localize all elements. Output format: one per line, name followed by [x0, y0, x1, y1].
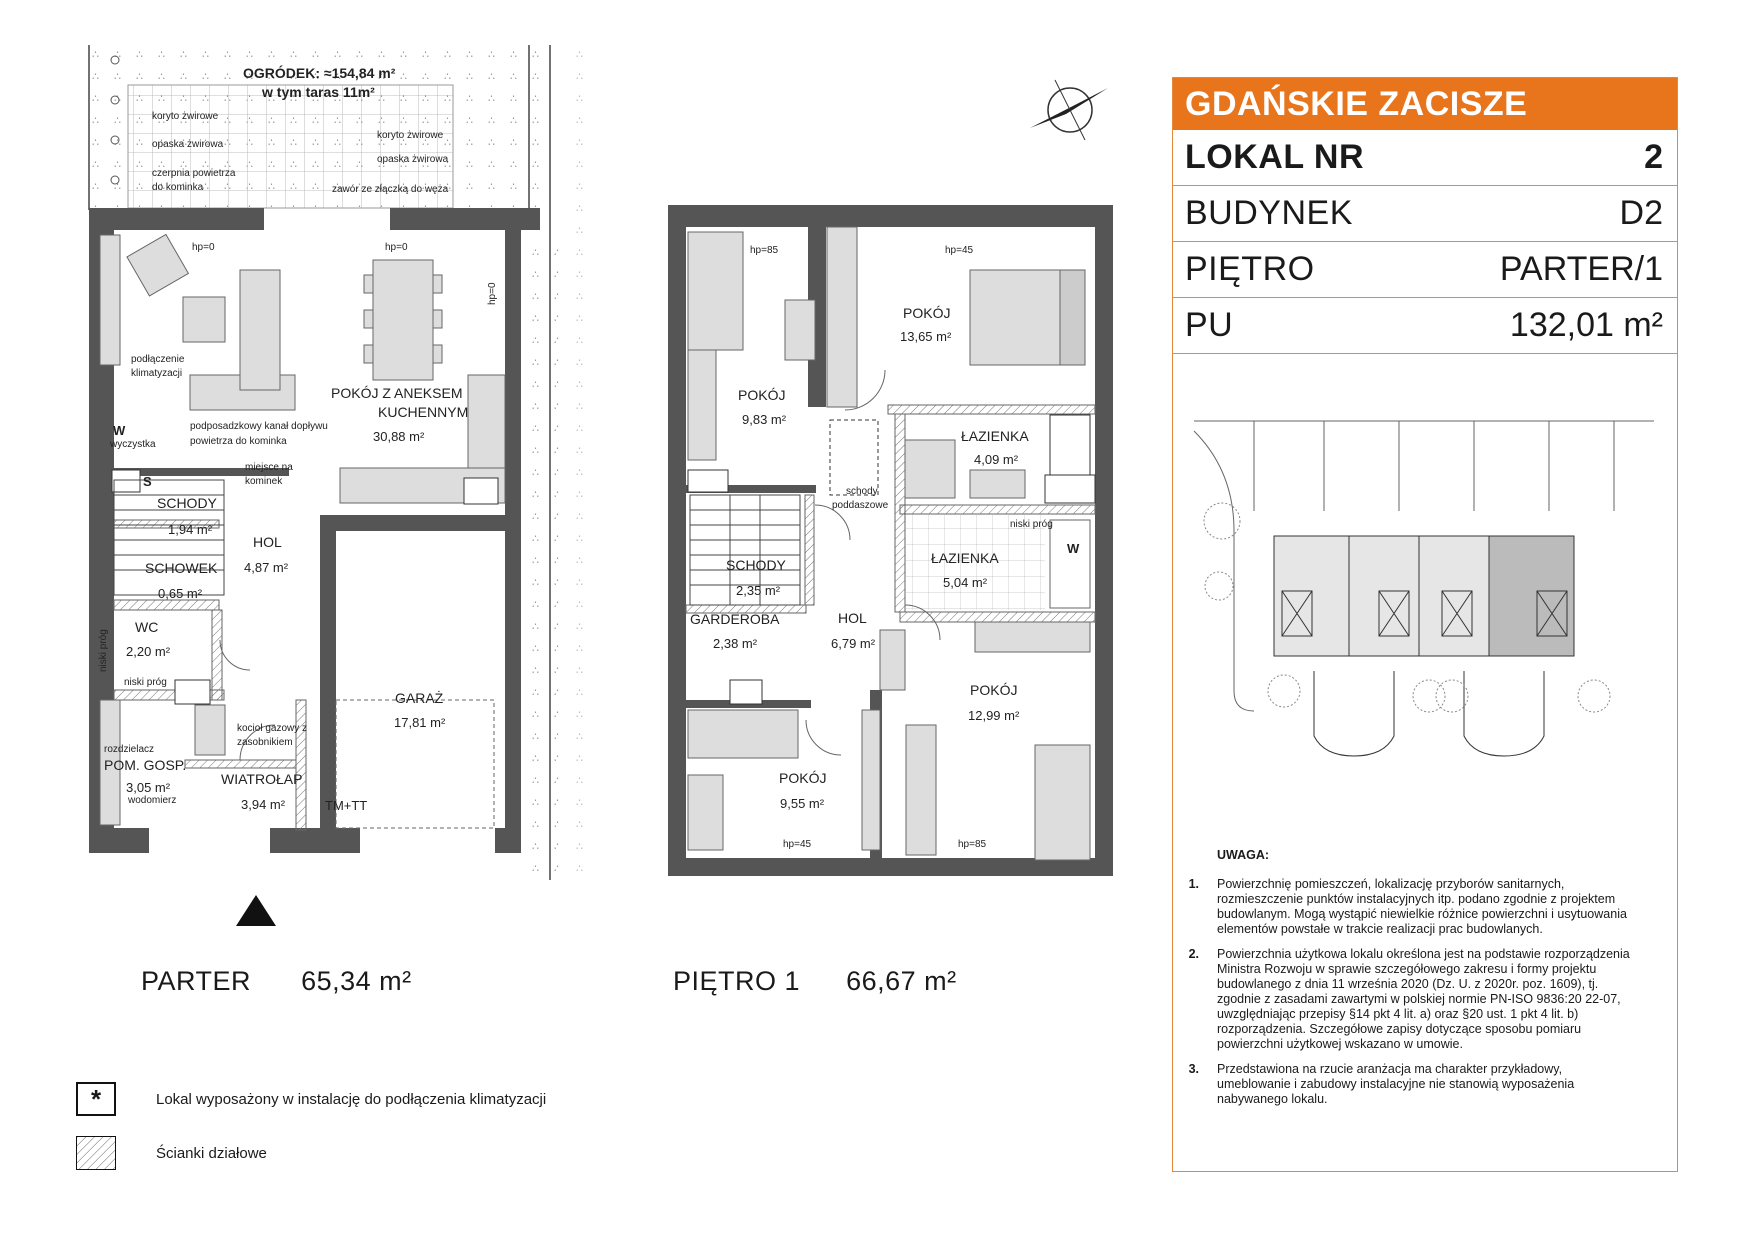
svg-text:powietrza do kominka: powietrza do kominka — [190, 436, 287, 447]
row-budynek — [1173, 186, 1677, 242]
svg-text:9,55 m²: 9,55 m² — [780, 796, 825, 811]
first-floor-caption — [673, 966, 957, 997]
svg-text:wyczystka: wyczystka — [110, 439, 156, 450]
svg-text:2,35 m²: 2,35 m² — [736, 583, 781, 598]
row-key: LOKAL NR — [1185, 138, 1365, 176]
info-card — [1172, 77, 1678, 1172]
svg-text:POKÓJ: POKÓJ — [903, 305, 951, 321]
first-floor-name: PIĘTRO 1 — [673, 966, 801, 996]
svg-text:zawór ze złączką do węża: zawór ze złączką do węża — [332, 184, 449, 195]
svg-text:do kominka: do kominka — [152, 182, 204, 193]
legend-item-partitions — [76, 1136, 267, 1170]
svg-text:9,83 m²: 9,83 m² — [742, 412, 787, 427]
svg-text:2,20 m²: 2,20 m² — [126, 644, 171, 659]
svg-text:SCHODY: SCHODY — [726, 557, 786, 573]
asterisk-icon: * — [76, 1082, 116, 1116]
row-pietro — [1173, 242, 1677, 298]
first-floor-area: 66,67 m² — [846, 966, 957, 996]
svg-text:3,94 m²: 3,94 m² — [241, 797, 286, 812]
row-lokal — [1173, 130, 1677, 186]
svg-text:wodomierz: wodomierz — [128, 795, 177, 806]
row-value: D2 — [1619, 194, 1663, 232]
svg-text:czerpnia powietrza: czerpnia powietrza — [152, 168, 236, 179]
svg-text:hp=85: hp=85 — [958, 839, 987, 850]
svg-text:POM. GOSP.: POM. GOSP. — [104, 757, 187, 773]
svg-text:kominek: kominek — [245, 476, 283, 487]
svg-text:hp=0: hp=0 — [385, 242, 408, 253]
svg-text:POKÓJ: POKÓJ — [779, 770, 827, 786]
svg-text:hp=85: hp=85 — [750, 245, 779, 256]
svg-text:hp=45: hp=45 — [945, 245, 974, 256]
ground-floor-area: 65,34 m² — [301, 966, 412, 996]
svg-text:zasobnikiem: zasobnikiem — [237, 737, 293, 748]
svg-text:4,87 m²: 4,87 m² — [244, 560, 289, 575]
svg-text:schody: schody — [846, 486, 878, 497]
svg-text:miejsce na: miejsce na — [245, 462, 293, 473]
svg-text:kocioł gazowy z: kocioł gazowy z — [237, 723, 308, 734]
svg-text:12,99 m²: 12,99 m² — [968, 708, 1020, 723]
note-item: 2. Powierzchnia użytkowa lokalu określona jest na podstawie rozporządzenia Ministra Rozwoju w sprawie szczegółowego zakresu i formy projektu budowlanego z dnia 11 września 2020 (Dz. U. z 2020r. poz. 1609), tj. zgodnie z zasadami zawartymi w polskiej normie PN-ISO 9836:20 22-07, uwzględniając przepisy §14 pkt 4 lit. a) oraz §20 ust. 1 pkt 4 lit. b) rozporządzenia. Szczegółowe zapisy dotyczące sposobu pomiaru powierzchni użytkowej wskazano w umowie. — [1188, 947, 1630, 1051]
first-floor-plan — [668, 80, 1113, 876]
row-value: 2 — [1644, 138, 1663, 176]
room-name: KUCHENNYM — [378, 404, 469, 420]
svg-text:opaska żwirowa: opaska żwirowa — [152, 139, 224, 150]
svg-text:17,81 m²: 17,81 m² — [394, 715, 446, 730]
svg-text:HOL: HOL — [253, 534, 282, 550]
svg-text:GARDEROBA: GARDEROBA — [690, 611, 780, 627]
row-value: PARTER/1 — [1499, 250, 1663, 288]
legend-label: Ścianki działowe — [156, 1144, 267, 1162]
svg-text:ŁAZIENKA: ŁAZIENKA — [961, 428, 1029, 444]
svg-text:hp=45: hp=45 — [783, 839, 812, 850]
svg-text:W: W — [113, 423, 126, 438]
svg-text:niski próg: niski próg — [1010, 519, 1053, 530]
svg-text:opaska żwirowa: opaska żwirowa — [377, 154, 449, 165]
svg-text:2,38 m²: 2,38 m² — [713, 636, 758, 651]
ground-floor-name: PARTER — [141, 966, 252, 996]
svg-text:GARAŻ: GARAŻ — [395, 690, 444, 706]
entrance-arrow — [236, 895, 276, 926]
legend-item-klima — [76, 1082, 546, 1116]
hatch-icon — [76, 1136, 116, 1170]
svg-text:podposadzkowy kanał dopływu: podposadzkowy kanał dopływu — [190, 421, 328, 432]
row-key: PU — [1185, 306, 1234, 344]
room-name: POKÓJ Z ANEKSEM — [331, 385, 463, 401]
svg-text:13,65 m²: 13,65 m² — [900, 329, 952, 344]
svg-text:0,65 m²: 0,65 m² — [158, 586, 203, 601]
note-item: 3. Przedstawiona na rzucie aranżacja ma charakter przykładowy, umeblowanie i zabudowy instalacyjne nie stanowią wyposażenia nabywanego lokalu. — [1188, 1062, 1575, 1106]
svg-text:1,94 m²: 1,94 m² — [168, 522, 213, 537]
svg-text:klimatyzacji: klimatyzacji — [131, 368, 183, 379]
brand-title: GDAŃSKIE ZACISZE — [1173, 78, 1677, 130]
garden-sub: w tym taras 11m² — [262, 84, 375, 100]
notes — [1173, 848, 1677, 1117]
note-item: 1. Powierzchnię pomieszczeń, lokalizację przyborów sanitarnych, rozmieszczenie punktów instalacyjnych itp. podano zgodnie z projektem budowlanym. Mogą wystąpić niewielkie różnice powierzchni i usytuowania elementów powstałe w trakcie realizacji prac budowlanych. — [1188, 877, 1627, 936]
svg-text:hp=0: hp=0 — [192, 242, 215, 253]
legend-label: Lokal wyposażony w instalację do podłączenia klimatyzacji — [156, 1090, 547, 1108]
svg-text:4,09 m²: 4,09 m² — [974, 452, 1019, 467]
svg-text:SCHOWEK: SCHOWEK — [145, 560, 218, 576]
svg-text:podłączenie: podłączenie — [131, 354, 185, 365]
svg-text:3,05 m²: 3,05 m² — [126, 780, 171, 795]
row-value: 132,01 m² — [1509, 306, 1663, 344]
svg-text:poddaszowe: poddaszowe — [832, 500, 889, 511]
compass-icon — [1030, 80, 1108, 140]
ground-floor-caption — [141, 966, 412, 997]
svg-text:koryto żwirowe: koryto żwirowe — [377, 130, 444, 141]
svg-text:hp=0: hp=0 — [487, 282, 498, 305]
svg-text:koryto żwirowe: koryto żwirowe — [152, 111, 219, 122]
svg-text:W: W — [1067, 541, 1080, 556]
svg-text:rozdzielacz: rozdzielacz — [104, 744, 155, 755]
svg-text:S: S — [143, 474, 152, 489]
svg-text:niski próg: niski próg — [124, 677, 167, 688]
svg-text:TM+TT: TM+TT — [325, 798, 368, 813]
room-area: 30,88 m² — [373, 429, 425, 444]
svg-text:5,04 m²: 5,04 m² — [943, 575, 988, 590]
svg-text:HOL: HOL — [838, 610, 867, 626]
site-plan-thumbnail — [1174, 411, 1676, 841]
svg-text:niski próg: niski próg — [98, 629, 109, 672]
svg-text:POKÓJ: POKÓJ — [738, 387, 786, 403]
svg-text:6,79 m²: 6,79 m² — [831, 636, 876, 651]
notes-title: UWAGA: — [1217, 848, 1270, 862]
garden-title: OGRÓDEK: ≈154,84 m² — [243, 65, 396, 81]
row-key: BUDYNEK — [1185, 194, 1353, 232]
row-pu — [1173, 298, 1677, 354]
svg-text:WIATROŁAP: WIATROŁAP — [221, 771, 303, 787]
svg-text:SCHODY: SCHODY — [157, 495, 217, 511]
row-key: PIĘTRO — [1185, 250, 1315, 288]
svg-text:ŁAZIENKA: ŁAZIENKA — [931, 550, 999, 566]
svg-text:POKÓJ: POKÓJ — [970, 682, 1018, 698]
svg-text:WC: WC — [135, 619, 159, 635]
